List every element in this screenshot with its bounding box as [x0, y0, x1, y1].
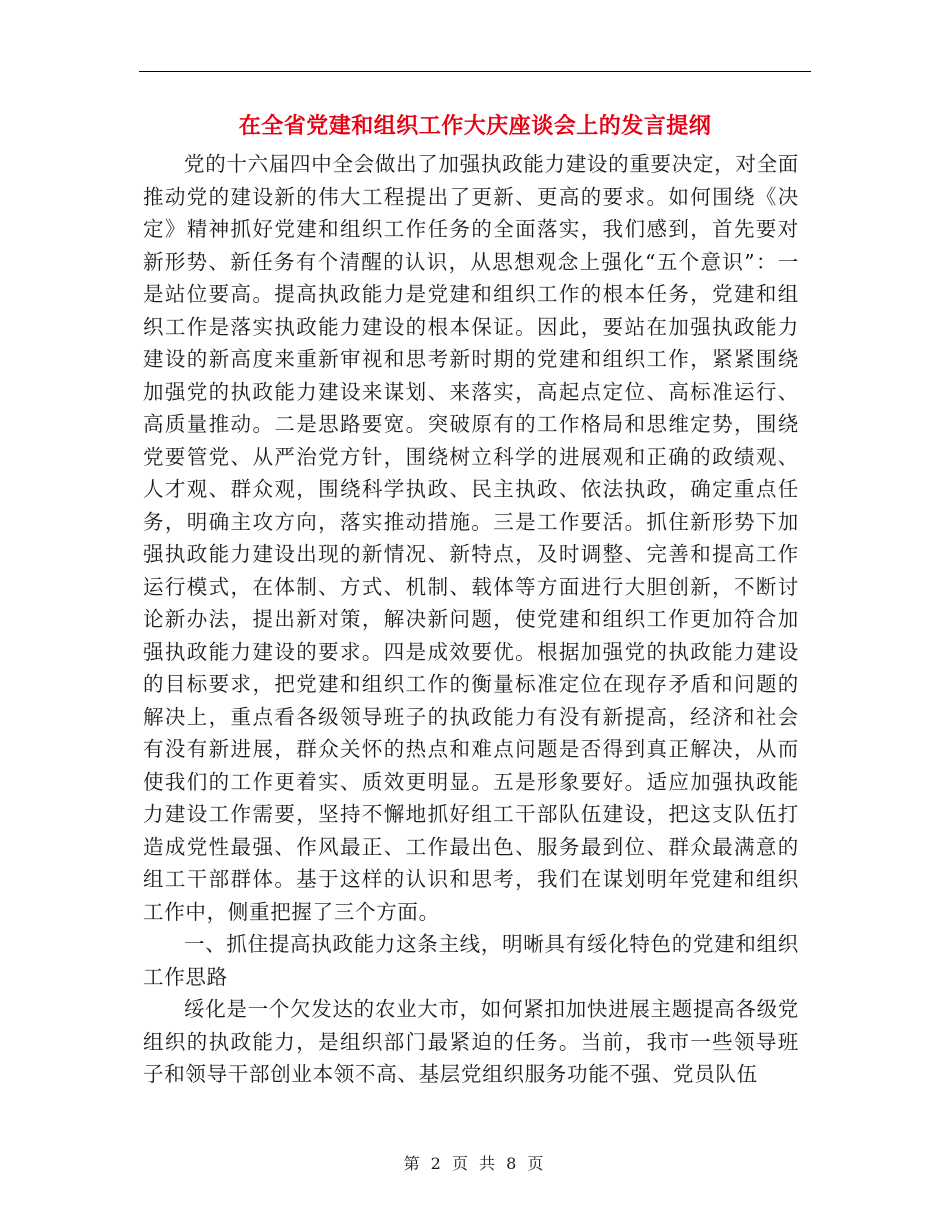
- header-rule: [139, 71, 811, 72]
- document-body: [143, 148, 799, 1091]
- paragraph-intro: 党的十六届四中全会做出了加强执政能力建设的重要决定，对全面推动党的建设新的伟大工程提出了更新、更高的要求。如何围绕《决定》精神抓好党建和组织工作任务的全面落实，我们感到，首先要对新形势、新任务有个清醒的认识，从思想观念上强化“五个意识”：一是站位要高。提高执政能力是党建和组织工作的根本任务，党建和组织工作是落实执政能力建设的根本保证。因此，要站在加强执政能力建设的新高度来重新审视和思考新时期的党建和组织工作，紧紧围绕加强党的执政能力建设来谋划、来落实，高起点定位、高标准运行、高质量推动。二是思路要宽。突破原有的工作格局和思维定势，围绕党要管党、从严治党方针，围绕树立科学的进展观和正确的政绩观、人才观、群众观，围绕科学执政、民主执政、依法执政，确定重点任务，明确主攻方向，落实推动措施。三是工作要活。抓住新形势下加强执政能力建设出现的新情况、新特点，及时调整、完善和提高工作运行模式，在体制、方式、机制、载体等方面进行大胆创新，不断讨论新办法，提出新对策，解决新问题，使党建和组织工作更加符合加强执政能力建设的要求。四是成效要优。根据加强党的执政能力建设的目标要求，把党建和组织工作的衡量标准定位在现存矛盾和问题的解决上，重点看各级领导班子的执政能力有没有新提高，经济和社会有没有新进展，群众关怀的热点和难点问题是否得到真正解决，从而使我们的工作更着实、质效更明显。五是形象要好。适应加强执政能力建设工作需要，坚持不懈地抓好组工干部队伍建设，把这支队伍打造成党性最强、作风最正、工作最出色、服务最到位、群众最满意的组工干部群体。基于这样的认识和思考，我们在谋划明年党建和组织工作中，侧重把握了三个方面。: [143, 152, 799, 924]
- document-title: 在全省党建和组织工作大庆座谈会上的发言提纲: [238, 114, 712, 139]
- paragraph-section-1: 绥化是一个欠发达的农业大市，如何紧扣加快进展主题提高各级党组织的执政能力，是组织部门最紧迫的任务。当前，我市一些领导班子和领导干部创业本领不高、基层党组织服务功能不强、党员队伍: [143, 997, 799, 1086]
- page-number: 第 2 页 共 8 页: [403, 1154, 547, 1173]
- section-heading-1: 一、抓住提高执政能力这条主线，明晰具有绥化特色的党建和组织工作思路: [143, 932, 799, 989]
